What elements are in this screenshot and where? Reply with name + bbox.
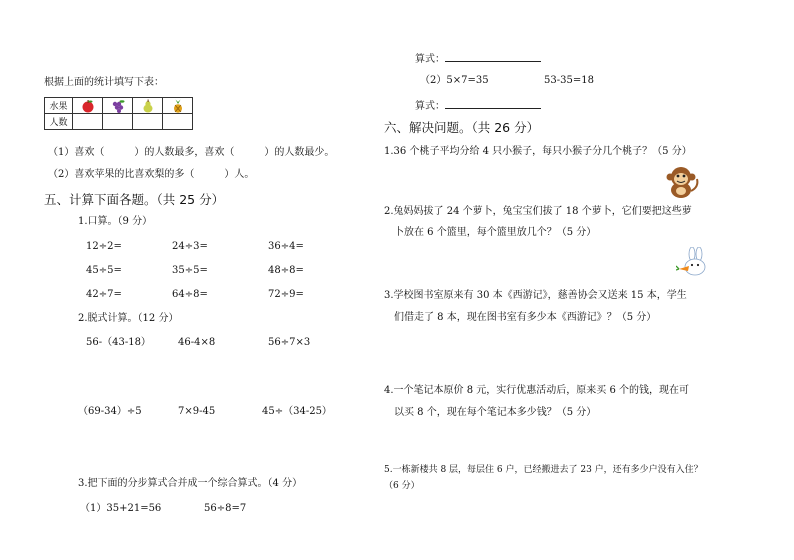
table-label-count: 人数	[45, 114, 73, 130]
step-calc-item: （69-34）÷5	[78, 406, 142, 417]
oral-item: 42÷7=	[86, 289, 122, 300]
grape-icon	[110, 99, 126, 113]
fruit-stat-table	[44, 97, 193, 130]
problem-5-line-2: （6 分）	[384, 481, 420, 491]
pineapple-cell	[163, 98, 193, 114]
formula-label: 算式：	[415, 54, 445, 65]
problem-3-line-1: 3.学校图书室原来有 30 本《西游记》，慈善协会又送来 15 本，学生	[384, 290, 687, 301]
oral-item: 45÷5=	[86, 265, 122, 276]
combine-title: 3.把下面的分步算式合并成一个综合算式。（4 分）	[78, 478, 303, 489]
oral-item: 24÷3=	[172, 241, 208, 252]
problem-4-line-1: 4.一个笔记本原价 8 元，实行优惠活动后，原来买 6 个的钱，现在可	[384, 385, 689, 396]
apple-icon	[80, 99, 96, 113]
problem-4-line-2: 以买 8 个，现在每个笔记本多少钱？（5 分）	[394, 407, 597, 418]
table-label-fruit: 水果	[45, 98, 73, 114]
problem-1: 1.36 个桃子平均分给 4 只小猴子，每只小猴子分几个桃子？（5 分）	[384, 146, 692, 157]
combine-2-step-b: 53-35=18	[544, 75, 594, 86]
oral-item: 35÷5=	[172, 265, 208, 276]
apple-count-cell[interactable]	[73, 114, 103, 130]
step-calc-title: 2.脱式计算。（12 分）	[78, 313, 179, 324]
grape-cell	[103, 98, 133, 114]
combine-1-step-b: 56÷8=7	[204, 503, 247, 514]
problem-5-line-1: 5.一栋新楼共 8 层，每层住 6 户，已经搬进去了 23 户，还有多少户没有入住？	[384, 465, 703, 475]
formula-answer-blank[interactable]	[445, 50, 541, 62]
oral-item: 72÷9=	[268, 289, 304, 300]
step-calc-item: 7×9-45	[178, 406, 216, 417]
pear-cell	[133, 98, 163, 114]
formula-line-2	[415, 97, 541, 113]
step-calc-item: 56-（43-18）	[86, 337, 151, 348]
oral-title: 1.口算。（9 分）	[78, 216, 153, 227]
table-intro: 根据上面的统计填写下表：	[44, 77, 164, 88]
grape-count-cell[interactable]	[103, 114, 133, 130]
pear-icon	[140, 99, 156, 113]
problem-2-line-1: 2.兔妈妈拔了 24 个萝卜，兔宝宝们拔了 18 个萝卜，它们要把这些萝	[384, 206, 692, 217]
formula-answer-blank[interactable]	[445, 97, 541, 109]
pear-count-cell[interactable]	[133, 114, 163, 130]
problem-3-line-2: 们借走了 8 本，现在图书室有多少本《西游记》？（5 分）	[394, 312, 657, 323]
step-calc-item: 46-4×8	[178, 337, 216, 348]
pineapple-count-cell[interactable]	[163, 114, 193, 130]
step-calc-item: 56÷7×3	[268, 337, 311, 348]
pineapple-icon	[170, 99, 186, 113]
fill-question-2: （2）喜欢苹果的比喜欢梨的多（ ）人。	[48, 169, 255, 180]
combine-2-step-a: （2）5×7=35	[420, 75, 489, 86]
oral-item: 12÷2=	[86, 241, 122, 252]
problem-2-line-2: 卜放在 6 个篮里，每个篮里放几个？（5 分）	[394, 227, 597, 238]
combine-1-step-a: （1）35+21=56	[80, 503, 162, 514]
step-calc-item: 45÷（34-25）	[262, 406, 332, 417]
fill-question-1: （1）喜欢（ ）的人数最多，喜欢（ ）的人数最少。	[48, 147, 335, 158]
apple-cell	[73, 98, 103, 114]
oral-item: 64÷8=	[172, 289, 208, 300]
oral-item: 36÷4=	[268, 241, 304, 252]
formula-label: 算式：	[415, 101, 445, 112]
rabbit-icon	[676, 247, 710, 277]
section-5-title: 五、计算下面各题。（共 25 分）	[44, 192, 225, 207]
monkey-icon	[661, 165, 701, 199]
formula-line-1	[415, 50, 541, 66]
section-6-title: 六、解决问题。（共 26 分）	[384, 120, 540, 135]
oral-item: 48÷8=	[268, 265, 304, 276]
